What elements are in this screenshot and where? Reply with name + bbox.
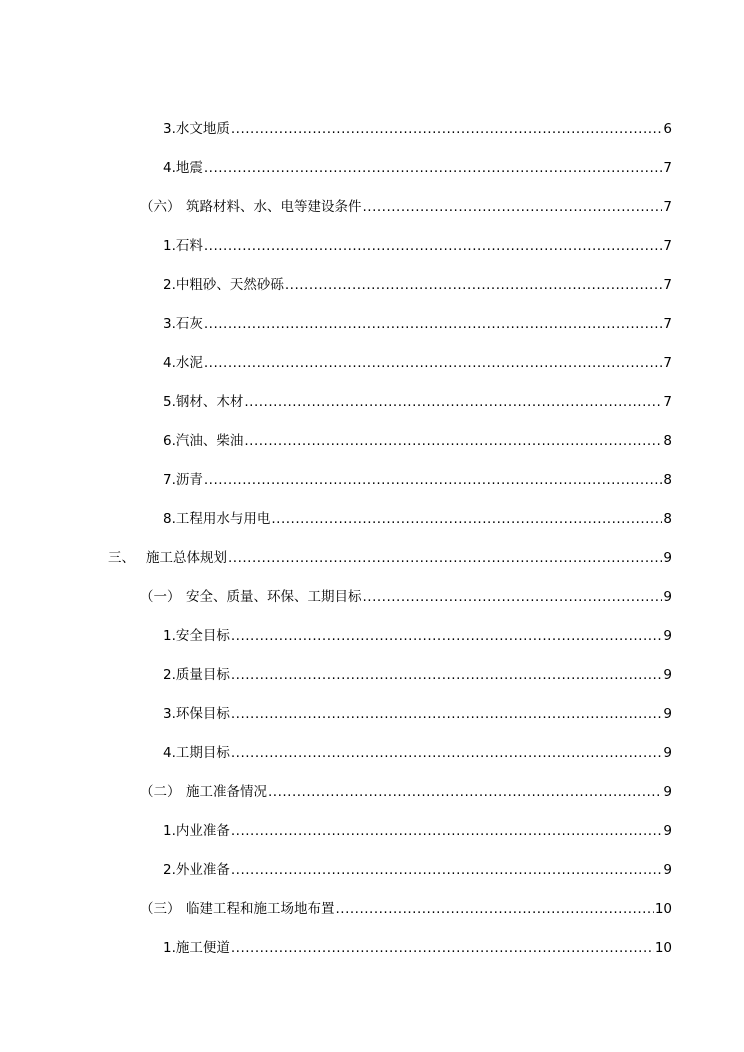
toc-entry-title: 4.工期目标 [163,745,230,761]
toc-entry[interactable] [163,935,672,957]
toc-entry-page: 9 [663,745,672,761]
toc-entry-number: （一） [140,589,181,605]
toc-entry[interactable] [140,584,672,606]
toc-entry-title: 8.工程用水与用电 [163,511,271,527]
toc-leader-dots [231,822,663,840]
toc-leader-dots [285,276,663,294]
toc-entry[interactable] [163,233,672,255]
toc-entry-page: 8 [663,511,672,527]
toc-leader-dots [204,315,663,333]
toc-entry-title: 2.外业准备 [163,862,230,878]
toc-leader-dots [204,237,663,255]
toc-entry[interactable] [163,311,672,333]
toc-leader-dots [228,549,662,567]
toc-entry-page: 7 [663,277,672,293]
toc-entry[interactable] [163,623,672,645]
toc-entry-page: 10 [654,901,672,917]
toc-entry[interactable] [163,818,672,840]
toc-leader-dots [271,510,662,528]
toc-entry[interactable] [163,155,672,177]
toc-entry-title: 3.石灰 [163,316,203,332]
toc-leader-dots [231,705,663,723]
toc-leader-dots [204,471,663,489]
toc-leader-dots [231,939,654,957]
toc-entry-page: 6 [663,121,672,137]
toc-entry-page: 9 [663,667,672,683]
toc-entry-page: 7 [663,199,672,215]
toc-leader-dots [231,666,663,684]
toc-leader-dots [231,861,663,879]
toc-leader-dots [204,159,663,177]
toc-leader-dots [244,432,662,450]
toc-entry-page: 7 [663,238,672,254]
toc-entry[interactable] [163,350,672,372]
toc-entry-title: 3.环保目标 [163,706,230,722]
toc-entry-page: 9 [663,550,672,566]
toc-entry-title: 施工准备情况 [186,784,267,800]
toc-entry-title: 1.石料 [163,238,203,254]
toc-leader-dots [244,393,662,411]
toc-entry-title: 5.钢材、木材 [163,394,244,410]
toc-entry-page: 7 [663,355,672,371]
toc-entry-page: 9 [663,589,672,605]
toc-entry-page: 7 [663,394,672,410]
toc-entry-title: 4.水泥 [163,355,203,371]
toc-leader-dots [204,354,663,372]
toc-entry-page: 9 [663,784,672,800]
toc-entry[interactable] [163,116,672,138]
toc-entry[interactable] [163,389,672,411]
toc-leader-dots [268,783,662,801]
toc-entry[interactable] [108,545,672,567]
toc-entry-number: 三、 [108,550,135,566]
toc-entry-number: （六） [140,199,181,215]
toc-entry-title: 2.质量目标 [163,667,230,683]
toc-entry[interactable] [163,506,672,528]
toc-entry[interactable] [140,194,672,216]
toc-entry-page: 7 [663,316,672,332]
toc-entry-title: 临建工程和施工场地布置 [186,901,335,917]
toc-entry-number: （三） [140,901,181,917]
toc-entry-title: 筑路材料、水、电等建设条件 [186,199,362,215]
toc-entry[interactable] [140,779,672,801]
toc-entry-title: 3.水文地质 [163,121,230,137]
toc-leader-dots [231,120,663,138]
toc-leader-dots [363,588,663,606]
toc-entry[interactable] [163,857,672,879]
toc-entry[interactable] [163,662,672,684]
toc-entry-page: 8 [663,433,672,449]
toc-entry[interactable] [140,896,672,918]
toc-leader-dots [231,627,663,645]
toc-leader-dots [336,900,654,918]
toc-entry-page: 9 [663,706,672,722]
toc-entry-title: 1.施工便道 [163,940,230,956]
toc-entry-page: 8 [663,472,672,488]
toc-entry[interactable] [163,428,672,450]
toc-entry-page: 10 [654,940,672,956]
toc-entry-title: 2.中粗砂、天然砂砾 [163,277,284,293]
toc-entry[interactable] [163,272,672,294]
toc-entry-title: 施工总体规划 [146,550,227,566]
toc-entry[interactable] [163,467,672,489]
toc-entry-page: 9 [663,628,672,644]
toc-entry-title: 1.安全目标 [163,628,230,644]
toc-entry-title: 6.汽油、柴油 [163,433,244,449]
toc-entry-title: 7.沥青 [163,472,203,488]
toc-entry-title: 安全、质量、环保、工期目标 [186,589,362,605]
toc-entry-page: 7 [663,160,672,176]
toc-entry-title: 4.地震 [163,160,203,176]
toc-entry[interactable] [163,740,672,762]
toc-entry-page: 9 [663,823,672,839]
toc-entry-number: （二） [140,784,181,800]
toc-entry-title: 1.内业准备 [163,823,230,839]
toc-entry[interactable] [163,701,672,723]
toc-entry-page: 9 [663,862,672,878]
toc-leader-dots [231,744,663,762]
toc-leader-dots [363,198,663,216]
